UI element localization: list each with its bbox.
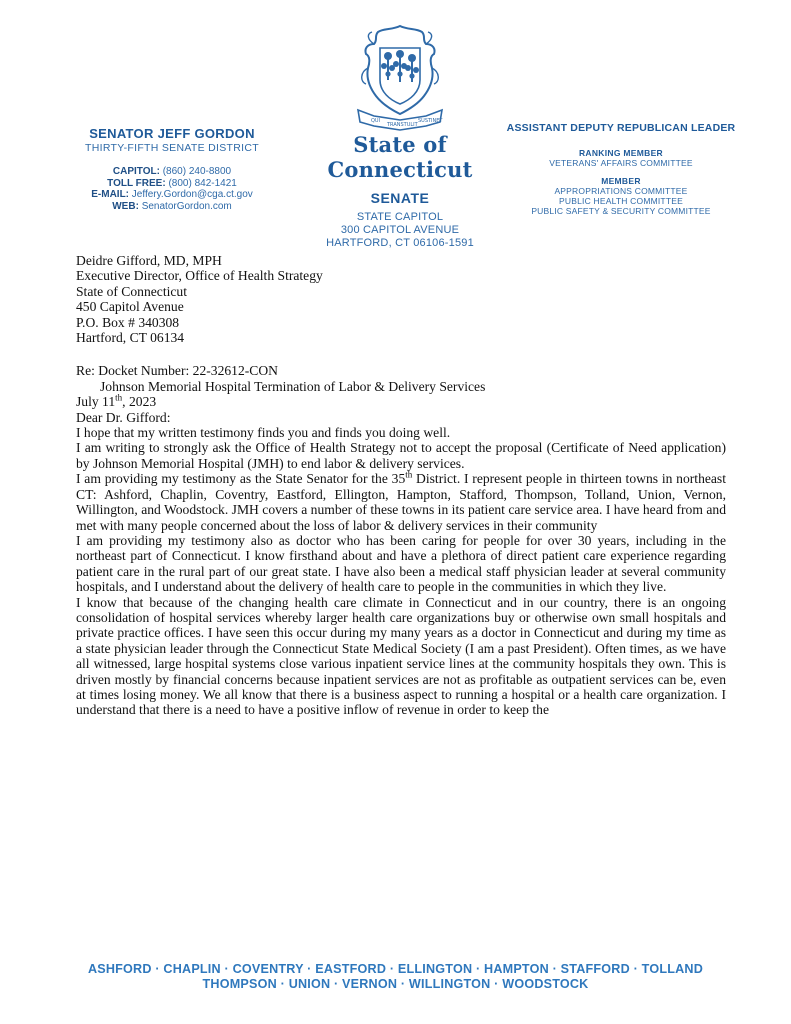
footer-towns-line-1: ASHFORD · CHAPLIN · COVENTRY · EASTFORD · ELLINGTON · HAMPTON · STAFFORD · TOLLAND	[87, 962, 704, 976]
recipient-address	[76, 253, 726, 345]
seal-banner-right: SUSTINET	[418, 118, 443, 124]
connecticut-seal-icon	[344, 22, 456, 132]
ranking-committee: VETERANS' AFFAIRS COMMITTEE	[549, 158, 693, 168]
toll-free-phone: TOLL FREE: (800) 842-1421	[107, 177, 237, 189]
member-heading: MEMBER	[601, 176, 641, 186]
paragraph-3: I am providing my testimony as the State Senator for the 35th District. I represent people in thirteen towns in northeast CT: Ashford, Chaplin, Coventry, Eastford, Ellington, Hampton, Stafford, Thompson, Tolland, Union, Vernon, Willington, and Woodstock. JMH covers a number of these towns in its patient care service area. I have heard from and met with many people concerned about the loss of labor & delivery services in their community	[76, 469, 726, 533]
leadership-role: ASSISTANT DEPUTY REPUBLICAN LEADER	[506, 122, 736, 134]
member-committee: PUBLIC SAFETY & SECURITY COMMITTEE	[531, 206, 711, 216]
footer-towns-line-2: THOMPSON · UNION · VERNON · WILLINGTON · WOODSTOCK	[202, 977, 589, 991]
reference-block	[76, 363, 726, 394]
paragraph-4: I am providing my testimony also as doctor who has been caring for people for over 30 years, including in the northeast part of Connecticut. I know firsthand about and have a plethora of direct patient care experience regarding patient care in the rural part of our great state. I have also been a medical staff physician leader at several community hospitals, and I understand about the delivery of health care to people in the communities in which they live.	[76, 532, 726, 595]
recipient-line: 450 Capitol Avenue	[76, 299, 184, 315]
web-contact: WEB: SenatorGordon.com	[112, 200, 232, 212]
senator-contact-block	[62, 126, 282, 212]
capitol-address	[300, 211, 500, 250]
recipient-line: State of Connecticut	[76, 283, 187, 299]
leadership-committees-block	[490, 122, 752, 216]
recipient-line: Executive Director, Office of Health Strategy	[76, 268, 323, 284]
address-line-1: STATE CAPITOL	[356, 211, 444, 223]
reference-subject: Johnson Memorial Hospital Termination of Labor & Delivery Services	[100, 378, 486, 394]
member-committee: APPROPRIATIONS COMMITTEE	[554, 186, 688, 196]
paragraph-1: I hope that my written testimony finds you and finds you doing well.	[76, 425, 451, 441]
recipient-line: Hartford, CT 06134	[76, 330, 185, 346]
contact-list	[62, 166, 282, 212]
capitol-phone: CAPITOL: (860) 240-8800	[112, 166, 232, 177]
docket-number: Re: Docket Number: 22-32612-CON	[76, 363, 278, 379]
recipient-line: Deidre Gifford, MD, MPH	[76, 253, 222, 268]
salutation: Dear Dr. Gifford:	[76, 409, 171, 425]
letter-body	[76, 253, 726, 718]
senate-title: SENATE	[370, 190, 430, 206]
state-seal-block	[300, 22, 500, 250]
district-towns-footer	[0, 962, 791, 992]
address-line-2: 300 CAPITOL AVENUE	[340, 224, 460, 236]
paragraph-5: I know that because of the changing health care climate in Connecticut and in our country, there is an ongoing consolidation of hospital services whereby larger health care organizations buy or otherwise own small hospitals and private practice offices. I have seen this occur during my many years as a doctor in Connecticut and during my time as a state physician leader through the Connecticut State Medical Society (I am a past President). Often times, as we have all witnessed, large hospital systems close various inpatient service lines at the community hospitals they own. This is driven mostly by financial concerns because inpatient services are not as profitable as outpatient services can be, even at times losing money. We all know that there is a business aspect to running a hospital or a health care organization. I understand that there is a need to have a positive inflow of revenue in order to keep the	[76, 594, 726, 718]
address-line-3: HARTFORD, CT 06106-1591	[326, 237, 474, 249]
paragraph-2: I am writing to strongly ask the Office of Health Strategy not to accept the proposal (Certificate of Need application) by Johnson Memorial Hospital (JMH) to end labor & delivery services.	[76, 440, 726, 471]
senate-district: THIRTY-FIFTH SENATE DISTRICT	[85, 142, 259, 154]
state-title: State of Connecticut	[327, 132, 473, 182]
email-contact: E-MAIL: Jeffery.Gordon@cga.ct.gov	[91, 189, 253, 201]
ranking-member-heading: RANKING MEMBER	[578, 148, 663, 158]
letter-date: July 11th, 2023	[76, 392, 157, 410]
recipient-line: P.O. Box # 340308	[76, 314, 180, 330]
member-committee: PUBLIC HEALTH COMMITTEE	[559, 196, 683, 206]
seal-banner-mid: TRANSTULIT	[387, 122, 418, 128]
senator-name: SENATOR JEFF GORDON	[89, 126, 255, 141]
seal-banner-left: QUI	[371, 118, 381, 124]
